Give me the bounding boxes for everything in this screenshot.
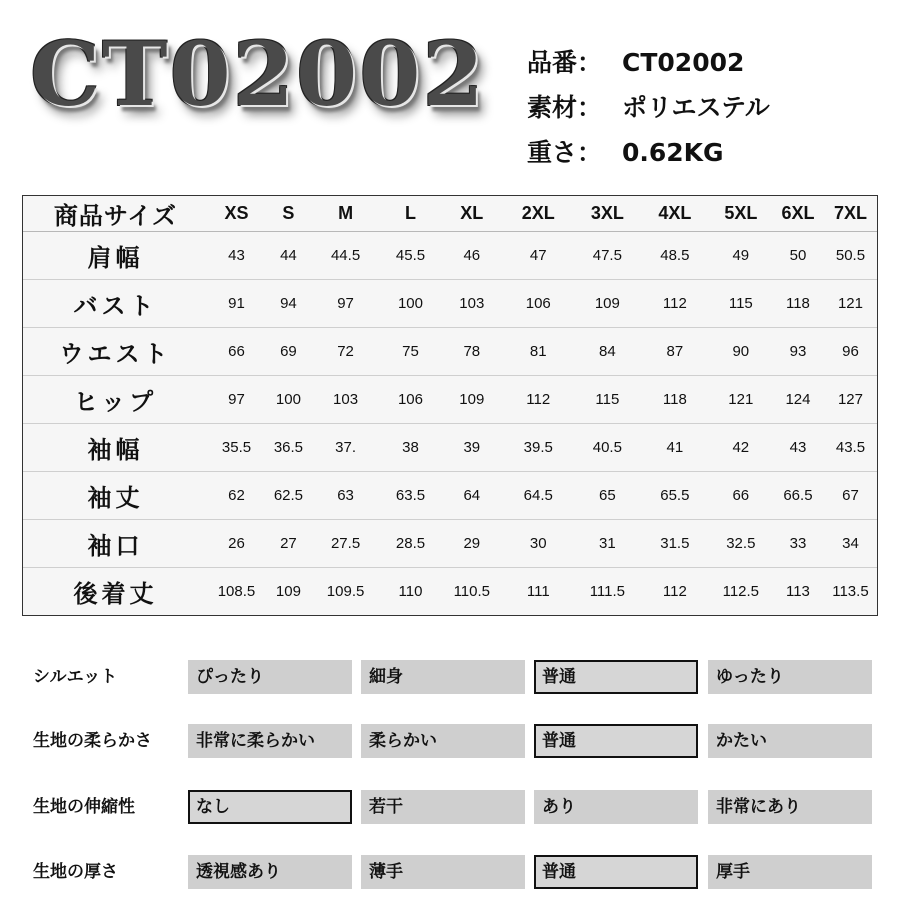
- measurement-value: 121: [824, 280, 877, 328]
- measurement-value: 30: [502, 520, 575, 568]
- measurement-value: 43: [772, 424, 824, 472]
- measurement-value: 50: [772, 232, 824, 280]
- measurement-value: 40.5: [575, 424, 640, 472]
- size-header-m: M: [312, 196, 380, 232]
- size-header-l: L: [379, 196, 441, 232]
- size-header-3xl: 3XL: [575, 196, 640, 232]
- attribute-option: 若干: [361, 790, 525, 824]
- measurement-value: 97: [312, 280, 380, 328]
- spec-item-weight: [527, 130, 770, 175]
- measurement-value: 106: [379, 376, 441, 424]
- measurement-value: 64: [442, 472, 502, 520]
- measurement-value: 49: [710, 232, 772, 280]
- measurement-value: 112: [502, 376, 575, 424]
- measurement-value: 44.5: [312, 232, 380, 280]
- measurement-value: 121: [710, 376, 772, 424]
- spec-label: 品番：: [527, 48, 603, 77]
- measurement-value: 62.5: [265, 472, 312, 520]
- measurement-value: 91: [208, 280, 265, 328]
- size-header-5xl: 5XL: [710, 196, 772, 232]
- measurement-value: 109: [575, 280, 640, 328]
- spec-item-number: [527, 40, 770, 85]
- measurement-value: 113.5: [832, 583, 869, 601]
- measurement-label: 袖口: [23, 520, 208, 568]
- measurement-value: 33: [772, 520, 824, 568]
- measurement-value: 81: [502, 328, 575, 376]
- attribute-option: 透視感あり: [188, 855, 352, 889]
- measurement-value: 39: [442, 424, 502, 472]
- attribute-option-selected: 普通: [534, 660, 698, 694]
- measurement-value: 118: [640, 376, 710, 424]
- measurement-value: 69: [265, 328, 312, 376]
- size-header-2xl: 2XL: [502, 196, 575, 232]
- table-row: [23, 568, 877, 615]
- attribute-label: シルエット: [33, 667, 118, 687]
- measurement-label: 肩幅: [23, 232, 208, 280]
- attribute-option-selected: 普通: [534, 855, 698, 889]
- measurement-value: 103: [312, 376, 380, 424]
- measurement-value: 111: [526, 583, 550, 601]
- size-header-row: [23, 196, 877, 232]
- spec-label: 素材：: [527, 93, 603, 122]
- table-row: [23, 376, 877, 424]
- measurement-label: バスト: [23, 280, 208, 328]
- measurement-value: 64.5: [502, 472, 575, 520]
- size-header-4xl: 4XL: [640, 196, 710, 232]
- product-logo: CT02002: [30, 22, 486, 126]
- measurement-value: 94: [265, 280, 312, 328]
- measurement-value: 34: [824, 520, 877, 568]
- measurement-value: 93: [772, 328, 824, 376]
- attribute-option-selected: 普通: [534, 724, 698, 758]
- measurement-value: 35.5: [208, 424, 265, 472]
- measurement-value: 109: [275, 583, 301, 601]
- measurement-value: 41: [640, 424, 710, 472]
- measurement-value: 27: [265, 520, 312, 568]
- attribute-option: 非常に柔らかい: [188, 724, 352, 758]
- measurement-value: 66: [710, 472, 772, 520]
- attribute-option: 非常にあり: [708, 790, 872, 824]
- size-header-xl: XL: [442, 196, 502, 232]
- measurement-value: 63: [312, 472, 380, 520]
- table-row: [23, 232, 877, 280]
- measurement-value: 65: [575, 472, 640, 520]
- measurement-label: 袖丈: [23, 472, 208, 520]
- attribute-option: ぴったり: [188, 660, 352, 694]
- measurement-value: 103: [442, 280, 502, 328]
- attribute-label: 生地の伸縮性: [33, 797, 135, 817]
- measurement-value: 112.5: [722, 583, 760, 601]
- measurement-value: 27.5: [312, 520, 380, 568]
- measurement-value: 47.5: [575, 232, 640, 280]
- size-header-7xl: 7XL: [824, 196, 877, 232]
- attribute-row: [33, 660, 873, 694]
- measurement-value: 44: [265, 232, 312, 280]
- measurement-value: 43.5: [824, 424, 877, 472]
- spec-value: CT02002: [622, 48, 745, 77]
- measurement-value: 127: [824, 376, 877, 424]
- measurement-value: 75: [379, 328, 441, 376]
- table-row: [23, 472, 877, 520]
- size-header-xs: XS: [208, 196, 265, 232]
- measurement-value: 84: [575, 328, 640, 376]
- measurement-value: 37.: [312, 424, 380, 472]
- measurement-value: 28.5: [379, 520, 441, 568]
- size-header-6xl: 6XL: [772, 196, 824, 232]
- attribute-row: [33, 855, 873, 889]
- measurement-value: 43: [208, 232, 265, 280]
- measurement-value: 118: [772, 280, 824, 328]
- attribute-option: 薄手: [361, 855, 525, 889]
- measurement-value: 110: [398, 583, 423, 601]
- measurement-value: 115: [575, 376, 640, 424]
- measurement-value: 106: [502, 280, 575, 328]
- measurement-value: 97: [208, 376, 265, 424]
- measurement-value: 63.5: [379, 472, 441, 520]
- size-chart-body: [23, 232, 877, 616]
- size-header-label: 商品サイズ: [23, 196, 208, 232]
- size-chart-table: [23, 196, 877, 615]
- measurement-value: 78: [442, 328, 502, 376]
- measurement-value: 38: [379, 424, 441, 472]
- attribute-label: 生地の厚さ: [33, 862, 118, 882]
- measurement-value: 110.5: [453, 583, 490, 601]
- spec-value: ポリエステル: [622, 93, 770, 122]
- measurement-value: 26: [208, 520, 265, 568]
- measurement-value: 62: [208, 472, 265, 520]
- attribute-option: かたい: [708, 724, 872, 758]
- measurement-value: 124: [772, 376, 824, 424]
- measurement-value: 45.5: [379, 232, 441, 280]
- spec-label: 重さ：: [527, 138, 603, 167]
- spec-value: 0.62KG: [622, 138, 724, 167]
- measurement-value: 31.5: [640, 520, 710, 568]
- measurement-value: 112: [640, 280, 710, 328]
- measurement-value: 46: [442, 232, 502, 280]
- measurement-value: 65.5: [640, 472, 710, 520]
- attribute-option: ゆったり: [708, 660, 872, 694]
- spec-item-material: [527, 85, 770, 130]
- measurement-value: 32.5: [710, 520, 772, 568]
- measurement-value: 72: [312, 328, 380, 376]
- measurement-label: ヒップ: [23, 376, 208, 424]
- attribute-row: [33, 724, 873, 758]
- measurement-value: 90: [710, 328, 772, 376]
- attribute-option: 厚手: [708, 855, 872, 889]
- table-row: [23, 280, 877, 328]
- measurement-value: 108.5: [217, 583, 256, 601]
- attribute-row: [33, 790, 873, 824]
- measurement-value: 113: [785, 583, 810, 601]
- attribute-label: 生地の柔らかさ: [33, 731, 152, 751]
- measurement-value: 66: [208, 328, 265, 376]
- measurement-value: 42: [710, 424, 772, 472]
- measurement-value: 31: [575, 520, 640, 568]
- measurement-value: 112: [662, 583, 687, 601]
- measurement-label: 後着丈: [73, 580, 158, 609]
- measurement-value: 109.5: [326, 583, 365, 601]
- measurement-value: 96: [824, 328, 877, 376]
- measurement-value: 39.5: [502, 424, 575, 472]
- measurement-value: 115: [710, 280, 772, 328]
- size-chart: [22, 195, 878, 616]
- attribute-option-selected: なし: [188, 790, 352, 824]
- attribute-option: 柔らかい: [361, 724, 525, 758]
- measurement-value: 87: [640, 328, 710, 376]
- measurement-value: 50.5: [824, 232, 877, 280]
- size-header-s: S: [265, 196, 312, 232]
- attribute-option: あり: [534, 790, 698, 824]
- measurement-value: 36.5: [265, 424, 312, 472]
- measurement-value: 111.5: [589, 583, 625, 601]
- product-specs: [527, 40, 770, 175]
- measurement-value: 100: [265, 376, 312, 424]
- table-row: [23, 520, 877, 568]
- measurement-value: 100: [379, 280, 441, 328]
- measurement-value: 47: [502, 232, 575, 280]
- table-row: [23, 328, 877, 376]
- measurement-value: 67: [824, 472, 877, 520]
- measurement-label: ウエスト: [23, 328, 208, 376]
- attribute-option: 細身: [361, 660, 525, 694]
- measurement-value: 66.5: [772, 472, 824, 520]
- table-row: [23, 424, 877, 472]
- measurement-value: 109: [442, 376, 502, 424]
- measurement-value: 48.5: [640, 232, 710, 280]
- measurement-value: 29: [442, 520, 502, 568]
- measurement-label: 袖幅: [23, 424, 208, 472]
